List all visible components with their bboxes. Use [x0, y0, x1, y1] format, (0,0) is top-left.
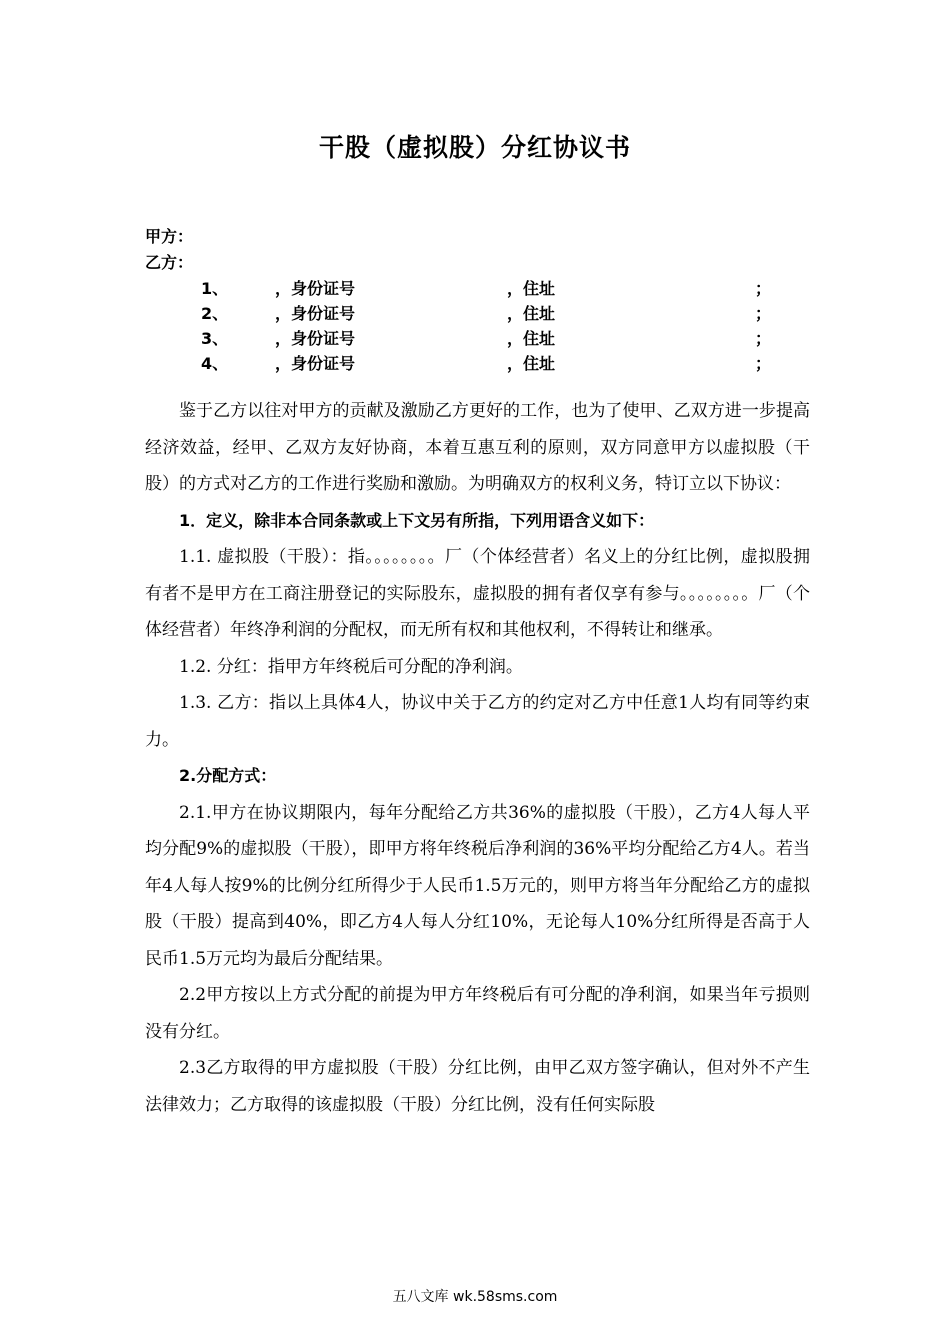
member-number: 2、 [201, 304, 229, 323]
member-number: 3、 [201, 329, 229, 348]
clause-1-1: 1.1. 虚拟股（干股）：指。。。。。。。。厂（个体经营者）名义上的分红比例，虚拟股拥有者不是甲方在工商注册登记的实际股东，虚拟股的拥有者仅享有参与。。。。。。。。厂（个体经营者）年终净利润的分配权，而无所有权和其他权利，不得转让和继承。 [145, 547, 810, 640]
section-2-heading: 2.分配方式： [179, 766, 277, 785]
party-a-label: 甲方： [145, 227, 194, 246]
member-id-label: ，身份证号 [275, 304, 356, 323]
footer-watermark: 五八文库 wk.58sms.com [392, 1289, 558, 1305]
agreement-body [145, 393, 810, 1123]
party-b-member-row [145, 351, 825, 376]
parties-block [145, 224, 825, 376]
clause-1-3: 1.3. 乙方：指以上具体4人，协议中关于乙方的约定对乙方中任意1人均有同等约束力。 [145, 693, 810, 750]
member-row-end: ； [755, 329, 772, 348]
party-b-member-row [145, 276, 825, 301]
member-number: 4、 [201, 354, 229, 373]
party-b-member-row [145, 301, 825, 326]
member-address-label: ，住址 [507, 304, 556, 323]
intro-paragraph: 鉴于乙方以往对甲方的贡献及激励乙方更好的工作，也为了使甲、乙双方进一步提高经济效益，经甲、乙双方友好协商，本着互惠互利的原则，双方同意甲方以虚拟股（干股）的方式对乙方的工作进行奖励和激励。为明确双方的权利义务，特订立以下协议： [145, 401, 810, 494]
member-row-end: ； [755, 279, 772, 298]
clause-2-3: 2.3乙方取得的甲方虚拟股（干股）分红比例，由甲乙双方签字确认，但对外不产生法律效力；乙方取得的该虚拟股（干股）分红比例，没有任何实际股 [145, 1058, 810, 1115]
member-row-end: ； [755, 304, 772, 323]
member-id-label: ，身份证号 [275, 329, 356, 348]
clause-2-2: 2.2甲方按以上方式分配的前提为甲方年终税后有可分配的净利润，如果当年亏损则没有分红。 [145, 985, 810, 1042]
member-address-label: ，住址 [507, 279, 556, 298]
member-number: 1、 [201, 279, 229, 298]
clause-2-1: 2.1.甲方在协议期限内，每年分配给乙方共36%的虚拟股（干股），乙方4人每人平均分配9%的虚拟股（干股），即甲方将年终税后净利润的36%平均分配给乙方4人。若当年4人每人按9%的比例分红所得少于人民币1.5万元的，则甲方将当年分配给乙方的虚拟股（干股）提高到40%，即乙方4人每人分红10%，无论每人10%分红所得是否高于人民币1.5万元均为最后分配结果。 [145, 802, 810, 969]
party-b-label: 乙方： [145, 253, 194, 272]
member-row-end: ； [755, 354, 772, 373]
member-id-label: ，身份证号 [275, 279, 356, 298]
member-address-label: ，住址 [507, 354, 556, 373]
page-title: 干股（虚拟股）分红协议书 [318, 133, 631, 162]
section-1-heading: 1．定义，除非本合同条款或上下文另有所指，下列用语含义如下： [179, 510, 655, 530]
member-id-label: ，身份证号 [275, 354, 356, 373]
clause-1-2: 1.2. 分红：指甲方年终税后可分配的净利润。 [179, 656, 523, 677]
party-b-member-row [145, 326, 825, 351]
member-address-label: ，住址 [507, 329, 556, 348]
